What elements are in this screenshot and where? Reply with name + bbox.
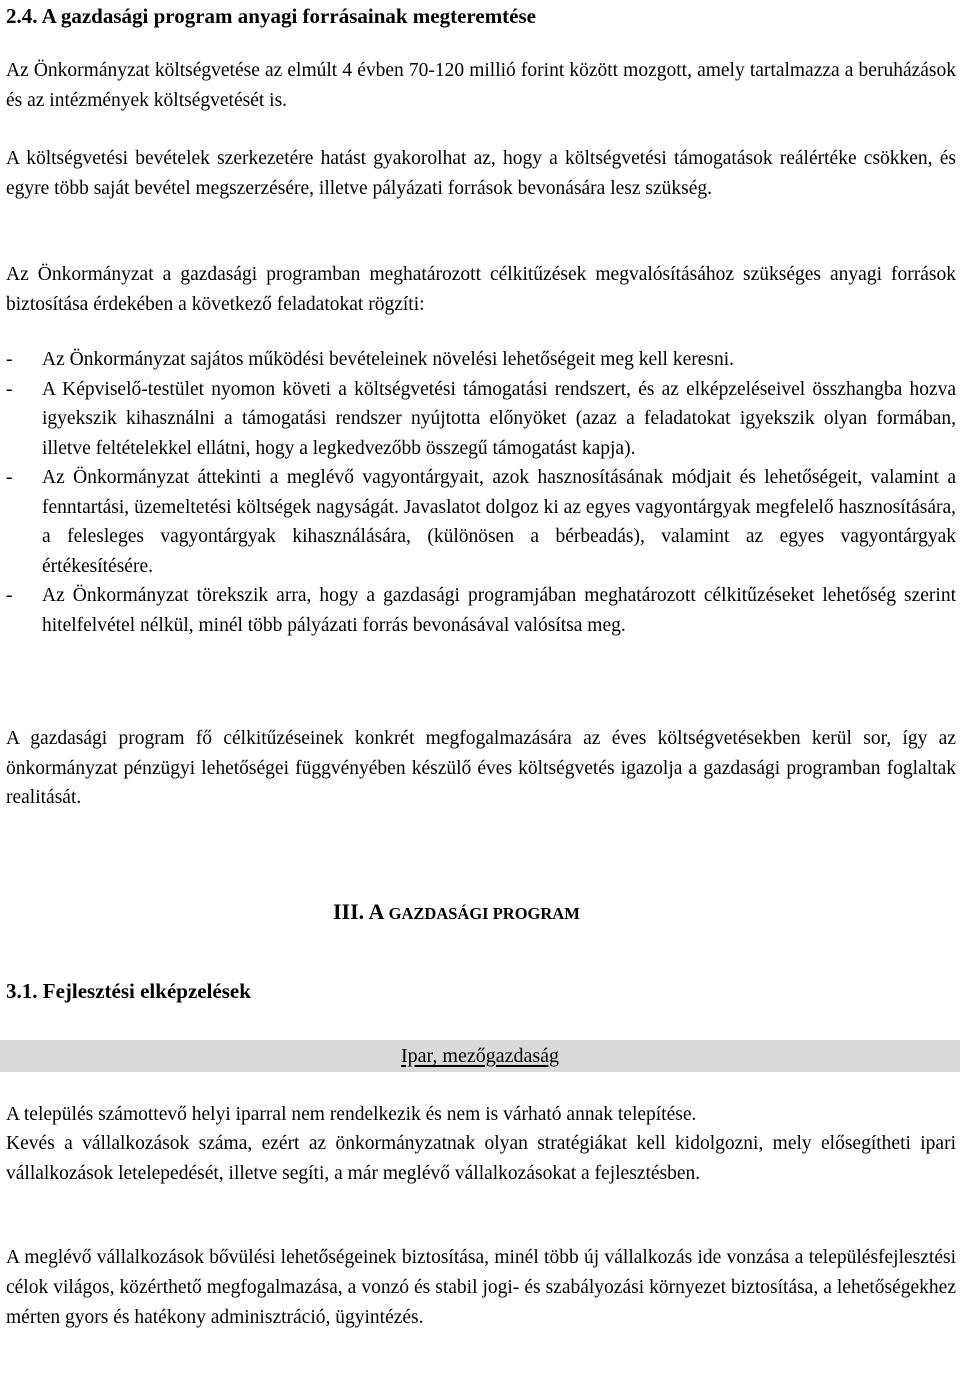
list-item-text: A Képviselő-testület nyomon követi a költségvetési támogatási rendszert, és az elképzeléseivel összhangba hozva igyekszik kihasználni a támogatási rendszer nyújtotta előnyöket (azaz a feladatokat igyekszik olyan formában, illetve feltételekkel ellátni, hogy a legkedvezőbb összegű támogatást kapja).	[42, 378, 956, 459]
list-item	[6, 581, 956, 640]
list-item-text: Az Önkormányzat törekszik arra, hogy a gazdasági programjában meghatározott célkitűzéseket lehetőség szerint hitelfelvétel nélkül, minél több pályázati forrás bevonásával valósítsa meg.	[42, 585, 956, 636]
list-marker: -	[6, 467, 13, 488]
paragraph-few-enterprises: Kevés a vállalkozások száma, ezért az önkormányzatnak olyan stratégiákat kell kidolgozni, mely elősegítheti ipari vállalkozások letelepedését, illetve segíti, a már meglévő vállalkozásokat a fejlesztésben.	[6, 1133, 956, 1184]
list-item	[6, 463, 956, 581]
paragraph-budget-range: Az Önkormányzat költségvetése az elmúlt 4 évben 70-120 millió forint között mozgott, amely tartalmazza a beruházások és az intézmények költségvetését is.	[6, 60, 956, 111]
list-marker: -	[6, 585, 13, 606]
list-item	[6, 375, 956, 464]
paragraph-closing: A gazdasági program fő célkitűzéseinek konkrét megfogalmazására az éves költségvetésekben kerül sor, így az önkormányzat pénzügyi lehetőségei függvényében készülő éves költségvetés igazolja a gazdasági programban foglaltak realitását.	[6, 728, 956, 808]
section-3-1-heading: 3.1. Fejlesztési elképzelések	[6, 979, 251, 1003]
task-list	[6, 345, 956, 640]
paragraph-enterprise-growth: A meglévő vállalkozások bővülési lehetőségeinek biztosítása, minél több új vállalkozás ide vonzása a településfejlesztési célok világos, közérthető megfogalmazása, a vonzó és stabil jogi- és szabályozási környezet biztosítása, a lehetőségekhez mérten gyors és hatékony adminisztráció, ügyintézés.	[6, 1247, 956, 1328]
section-3-title-roman: III. A	[333, 899, 384, 924]
paragraph-tasks-intro: Az Önkormányzat a gazdasági programban meghatározott célkitűzések megvalósításához szükséges anyagi források biztosítása érdekében a következő feladatokat rögzíti:	[6, 264, 956, 315]
band-title-industry-agriculture: Ipar, mezőgazdaság	[401, 1045, 559, 1067]
section-2-4-heading: 2.4. A gazdasági program anyagi forrásainak megteremtése	[6, 4, 536, 28]
list-item-text: Az Önkormányzat áttekinti a meglévő vagyontárgyait, azok hasznosításának módjait és lehetőségeit, valamint a fenntartási, üzemeltetési költségek nagyságát. Javaslatot dolgoz ki az egyes vagyontárgyak megfelelő hasznosítására, a felesleges vagyontárgyak kihasználására, (különösen a bérbeadás), valamint az egyes vagyontárgyak értékesítésére.	[42, 467, 956, 577]
list-marker: -	[6, 349, 13, 370]
section-3-title-rest: GAZDASÁGI PROGRAM	[388, 904, 580, 923]
paragraph-revenue-structure: A költségvetési bevételek szerkezetére hatást gyakorolhat az, hogy a költségvetési támogatások reálértéke csökken, és egyre több saját bevétel megszerzésére, illetve pályázati források bevonására lesz szükség.	[6, 148, 956, 199]
list-item	[6, 345, 956, 375]
list-marker: -	[6, 378, 13, 400]
list-item-text: Az Önkormányzat sajátos működési bevételeinek növelési lehetőségeit meg kell keresni.	[42, 349, 735, 370]
paragraph-local-industry: A település számottevő helyi iparral nem rendelkezik és nem is várható annak telepítése.	[6, 1104, 697, 1125]
section-3-title	[333, 898, 580, 928]
